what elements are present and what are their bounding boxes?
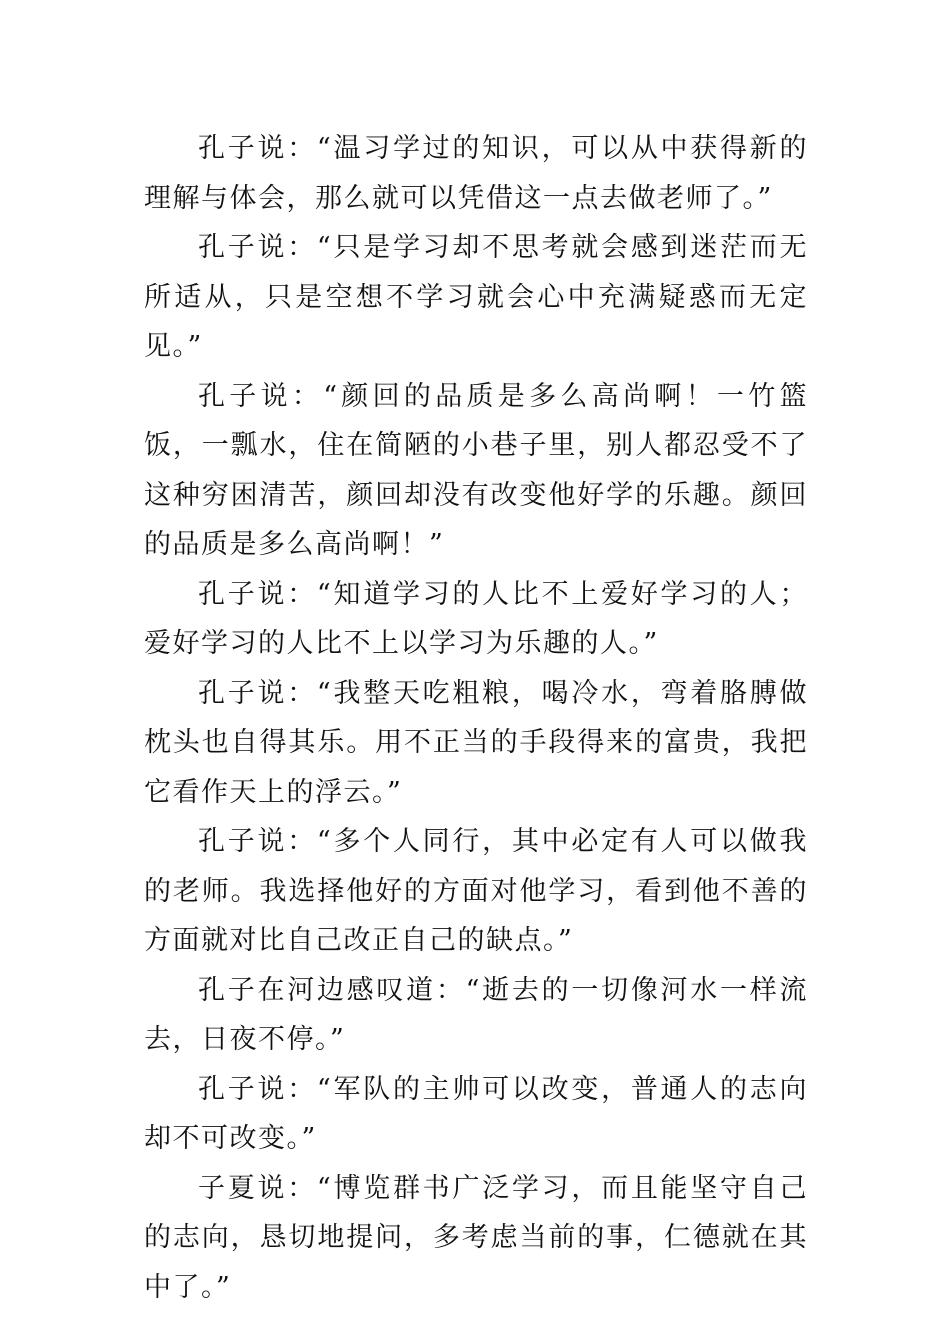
document-body <box>144 124 808 1312</box>
paragraph-7: 孔子在河边感叹道：“逝去的一切像河水一样流去，日夜不停。” <box>144 974 808 1055</box>
paragraph-6: 孔子说：“多个人同行，其中必定有人可以做我的老师。我选择他好的方面对他学习，看到他不善的方面就对比自己改正自己的缺点。” <box>144 826 808 956</box>
paragraph-8: 孔子说：“军队的主帅可以改变，普通人的志向却不可改变。” <box>144 1073 808 1154</box>
paragraph-9: 子夏说：“博览群书广泛学习，而且能坚守自己的志向，恳切地提问，多考虑当前的事，仁德就在其中了。” <box>144 1172 808 1303</box>
paragraph-3: 孔子说：“颜回的品质是多么高尚啊！一竹篮饭，一瓢水，住在简陋的小巷子里，别人都忍受不了这种穷困清苦，颜回却没有改变他好学的乐趣。颜回的品质是多么高尚啊！” <box>144 380 808 560</box>
paragraph-4: 孔子说：“知道学习的人比不上爱好学习的人；爱好学习的人比不上以学习为乐趣的人。” <box>144 578 808 659</box>
paragraph-2: 孔子说：“只是学习却不思考就会感到迷茫而无所适从，只是空想不学习就会心中充满疑惑而无定见。” <box>144 232 808 362</box>
paragraph-1: 孔子说：“温习学过的知识，可以从中获得新的理解与体会，那么就可以凭借这一点去做老师了。” <box>144 133 808 214</box>
paragraph-5: 孔子说：“我整天吃粗粮，喝冷水，弯着胳膊做枕头也自得其乐。用不正当的手段得来的富贵，我把它看作天上的浮云。” <box>144 677 808 808</box>
